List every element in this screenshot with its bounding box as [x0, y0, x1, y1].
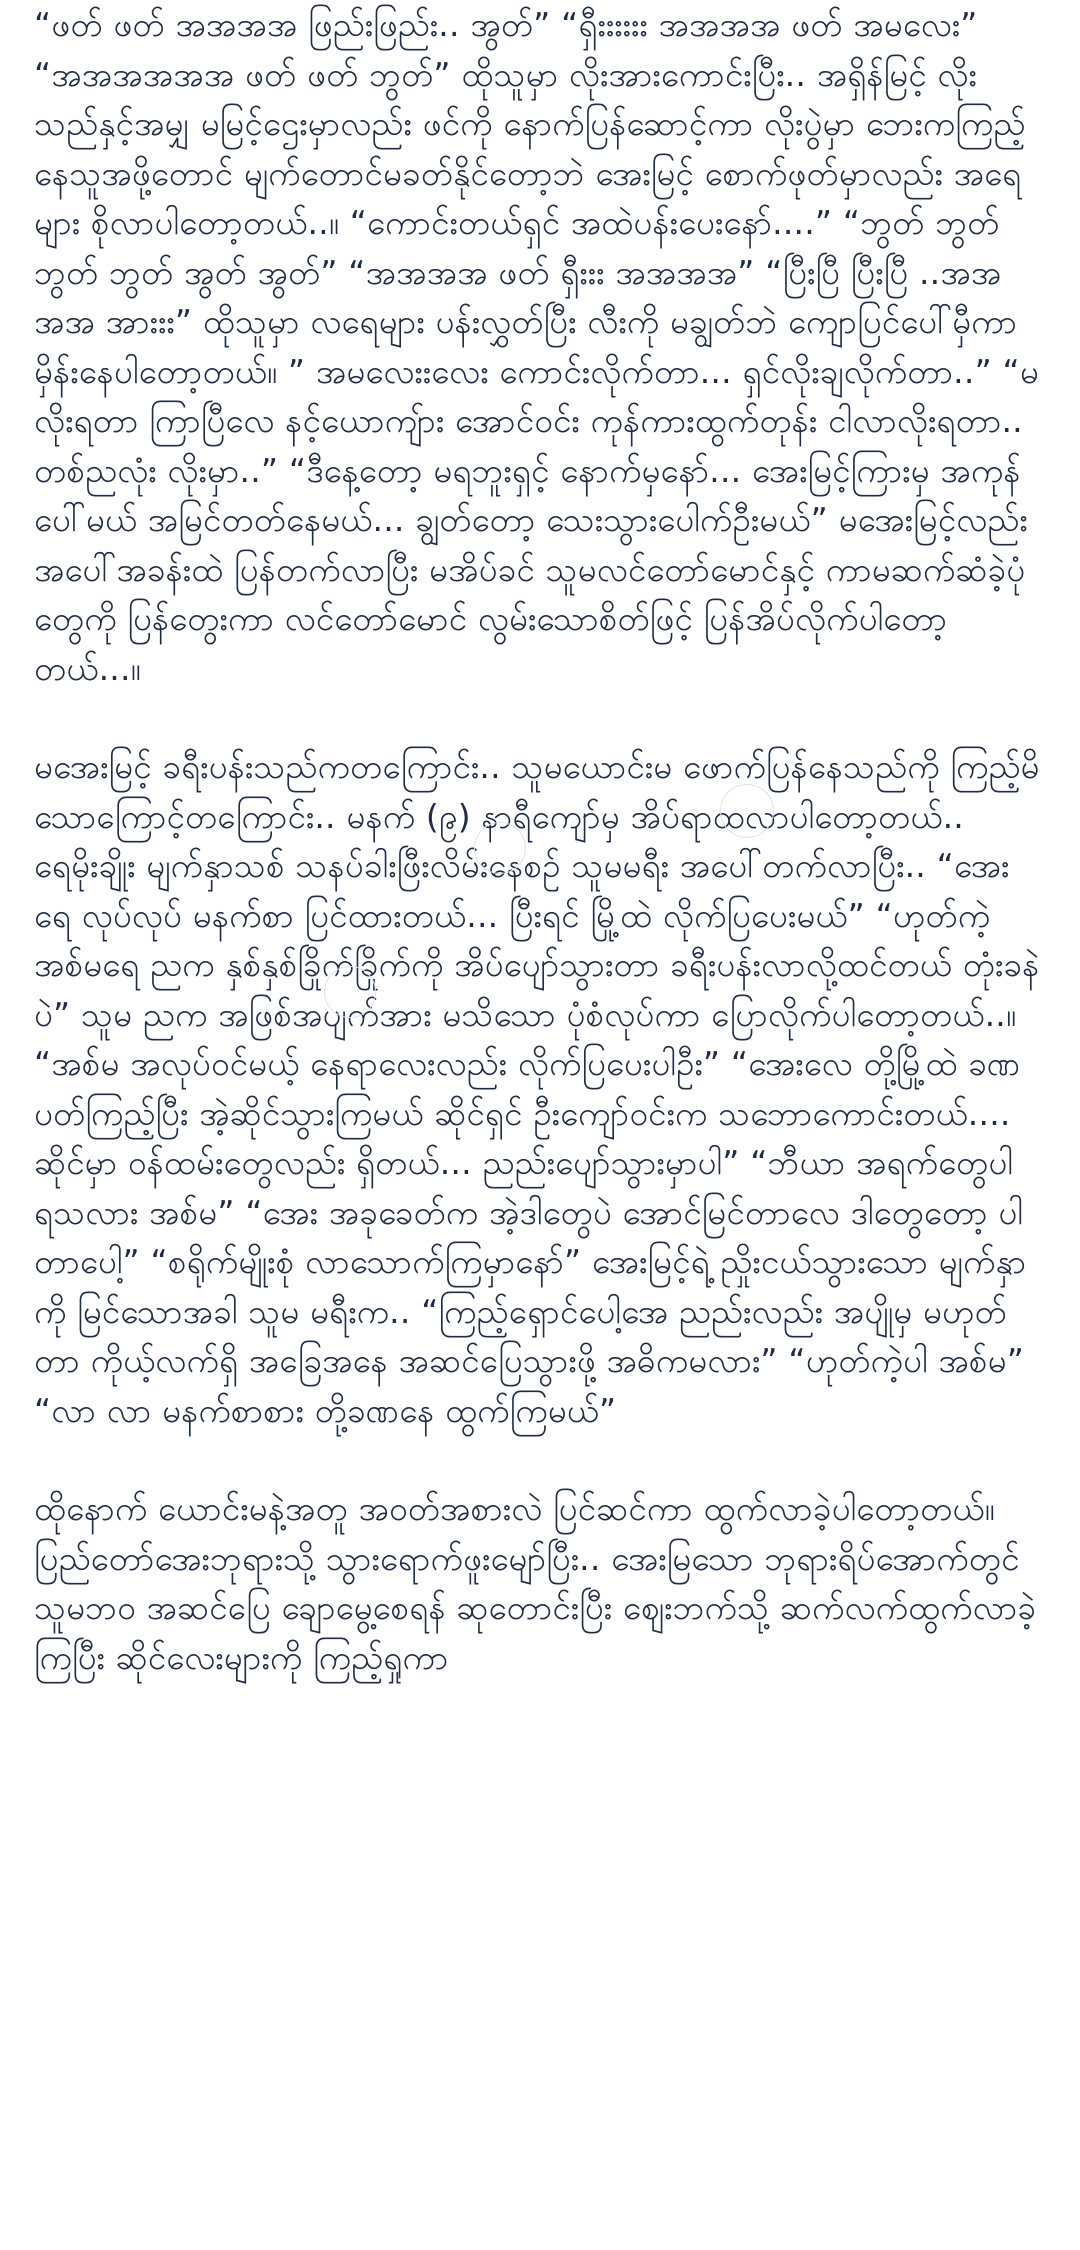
touch-ripple-indicator: [474, 822, 526, 874]
paragraph-3: ထိုနောက် ယောင်းမနဲ့အတူ အဝတ်အစားလဲ ပြင်ဆင်ကာ ထွက်လာခဲ့ပါတော့တယ်။ ပြည်တော်အေးဘုရားသို့ သွားရောက်ဖူးမျော်ပြီး.. အေးမြသော ဘုရားရိပ်အောက်တွင် သူမဘဝ အဆင်ပြေ ချောမွေ့စေရန် ဆုတောင်းပြီး ဈေးဘက်သို့ ဆက်လက်ထွက်လာခဲ့ကြပြီး ဆိုင်လေးများကို ကြည့်ရှုကာ: [34, 1489, 1037, 1677]
paragraph-1: “ဖတ် ဖတ် အအအအ ဖြည်းဖြည်း.. အွတ်” “ရှီးးးးးး အအအအ ဖတ် အမလေး” “အအအအအအ ဖတ် ဖတ် ဘွတ်” ထိုသူမှာ လိုးအားကောင်းပြီး.. အရှိန်မြင့် လိုးသည်နှင့်အမျှ မမြင့်ဌေးမှာလည်း ဖင်ကို နောက်ပြန်ဆောင့်ကာ လိုးပွဲမှာ ဘေးကကြည့်နေသူအဖို့တောင် မျက်တောင်မခတ်နိုင်တော့ဘဲ အေးမြင့် စောက်ဖုတ်မှာလည်း အရေများ စိုလာပါတော့တယ်..။ “ကောင်းတယ်ရှင် အထဲပန်းပေးနော်....” “ဘွတ် ဘွတ် ဘွတ် ဘွတ် အွတ် အွတ်” “အအအအ ဖတ် ရှီးးး အအအအ” “ပြီးပြီ ပြီးပြီ ..အအအအ အားးး” ထိုသူမှာ လရေများ ပန်းလွှတ်ပြီး လီးကို မချွတ်ဘဲ ကျောပြင်ပေါ်မှီကာ မှိန်းနေပါတော့တယ်။ ” အမလေးးလေး ကောင်းလိုက်တာ... ရှင်လိုးချလိုက်တာ..” “မလိုးရတာ ကြာပြီလေ နင့်ယောကျ်ား အောင်ဝင်း ကုန်ကားထွက်တုန်း ငါလာလိုးရတာ.. တစ်ညလုံး လိုးမှာ..” “ဒီနေ့တော့ မရဘူးရှင့် နောက်မှနော်... အေးမြင့်ကြားမှ အကုန်ပေါ်မယ် အမြင်တတ်နေမယ်... ချွတ်တော့ သေးသွားပေါက်ဦးမယ်” မအေးမြင့်လည်း အပေါ်အခန်းထဲ ပြန်တက်လာပြီး မအိပ်ခင် သူမလင်တော်မောင်နှင့် ကာမဆက်ဆံခဲ့ပုံတွေကို ပြန်တွေးကာ လင်တော်မောင် လွမ်းသောစိတ်ဖြင့် ပြန်အိပ်လိုက်ပါတော့တယ်...။: [34, 5, 1039, 688]
paragraph-2: မအေးမြင့် ခရီးပန်းသည်ကတကြောင်း.. သူမယောင်းမ ဖောက်ပြန်နေသည်ကို ကြည့်မိသောကြောင့်တကြောင်း.. မနက် (၉) နာရီကျော်မှ အိပ်ရာထလာပါတော့တယ်.. ရေမိုးချိုး မျက်နှာသစ် သနပ်ခါးဖြီးလိမ်းနေစဉ် သူမမရီး အပေါ်တက်လာပြီး.. “အေးရေ လုပ်လုပ် မနက်စာ ပြင်ထားတယ်... ပြီးရင် မြို့ထဲ လိုက်ပြပေးမယ်” “ဟုတ်ကဲ့ အစ်မရေ ညက နှစ်နှစ်ခြိုက်ခြိုက်ကို အိပ်ပျော်သွားတာ ခရီးပန်းလာလို့ထင်တယ် တုံးခနဲပဲ” သူမ ညက အဖြစ်အပျက်အား မသိသော ပုံစံလုပ်ကာ ပြောလိုက်ပါတော့တယ်..။ “အစ်မ အလုပ်ဝင်မယ့် နေရာလေးလည်း လိုက်ပြပေးပါဦး” “အေးလေ တို့မြို့ထဲ ခဏပတ်ကြည့်ပြီး အဲ့ဆိုင်သွားကြမယ် ဆိုင်ရှင် ဦးကျော်ဝင်းက သဘောကောင်းတယ်.... ဆိုင်မှာ ဝန်ထမ်းတွေလည်း ရှိတယ်... ညည်းပျော်သွားမှာပါ” “ဘီယာ အရက်တွေပါရသလား အစ်မ” “အေး အခုခေတ်က အဲ့ဒါတွေပဲ အောင်မြင်တာလေ ဒါတွေတော့ ပါတာပေါ့” “စရိုက်မျိုးစုံ လာသောက်ကြမှာနော်” အေးမြင့်ရဲ့ ညှိုးငယ်သွားသော မျက်နှာကို မြင်သောအခါ သူမ မရီးက.. “ကြည့်ရှောင်ပေါ့အေ ညည်းလည်း အပျိုမှ မဟုတ်တာ ကိုယ့်လက်ရှိ အခြေအနေ အဆင်ပြေသွားဖို့ အဓိကမလား” “ဟုတ်ကဲ့ပါ အစ်မ” “လာ လာ မနက်စာစား တို့ခဏနေ ထွက်ကြမယ်”: [34, 747, 1040, 1430]
article-body: [34, 0, 1046, 1682]
touch-ripple-indicator: [324, 966, 376, 1018]
touch-ripple-indicator: [720, 784, 774, 838]
